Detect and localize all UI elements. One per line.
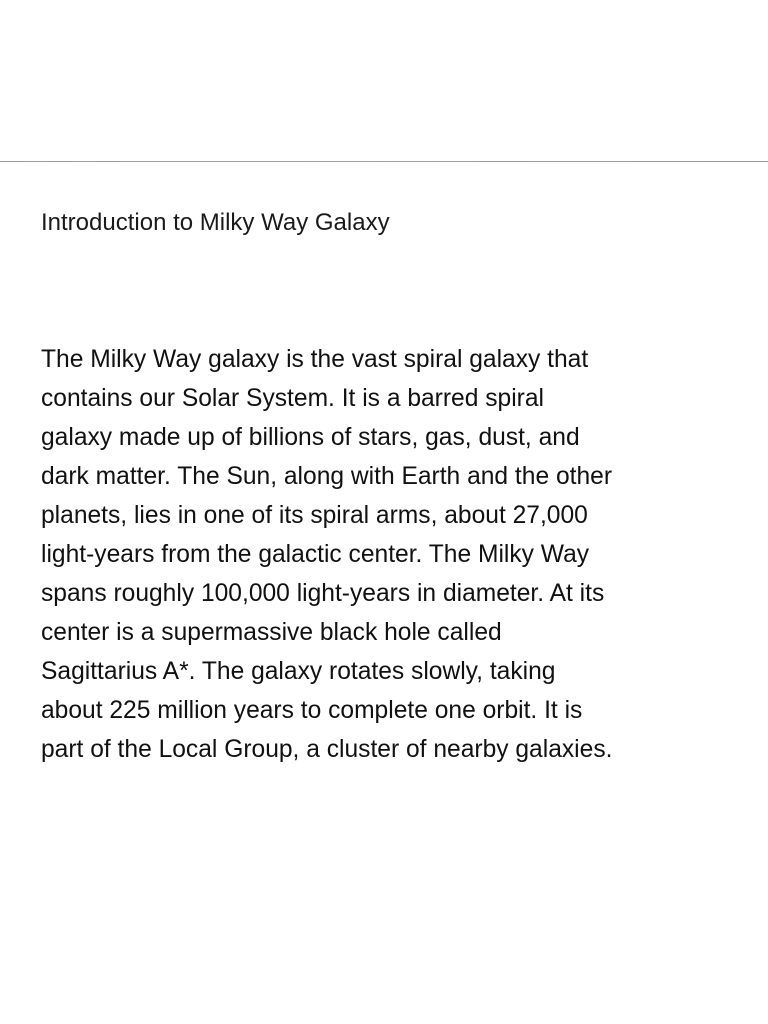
header-divider [0, 161, 768, 162]
paragraph-line: galaxy made up of billions of stars, gas, dust, and [41, 424, 580, 451]
paragraph-line: light-years from the galactic center. The Milky Way [41, 541, 590, 568]
document-title: Introduction to Milky Way Galaxy [41, 209, 390, 236]
paragraph-line: dark matter. The Sun, along with Earth and the other [41, 463, 613, 490]
paragraph-line: contains our Solar System. It is a barred spiral [41, 385, 545, 412]
paragraph-line: about 225 million years to complete one orbit. It is [41, 697, 583, 724]
paragraph-line: The Milky Way galaxy is the vast spiral galaxy that [41, 346, 589, 373]
document-paragraph [41, 340, 741, 769]
paragraph-line: spans roughly 100,000 light-years in diameter. At its [41, 580, 605, 607]
paragraph-line: part of the Local Group, a cluster of nearby galaxies. [41, 736, 613, 763]
paragraph-line: center is a supermassive black hole called [41, 619, 502, 646]
paragraph-line: Sagittarius A*. The galaxy rotates slowly, taking [41, 658, 556, 685]
paragraph-line: planets, lies in one of its spiral arms, about 27,000 [41, 502, 588, 529]
